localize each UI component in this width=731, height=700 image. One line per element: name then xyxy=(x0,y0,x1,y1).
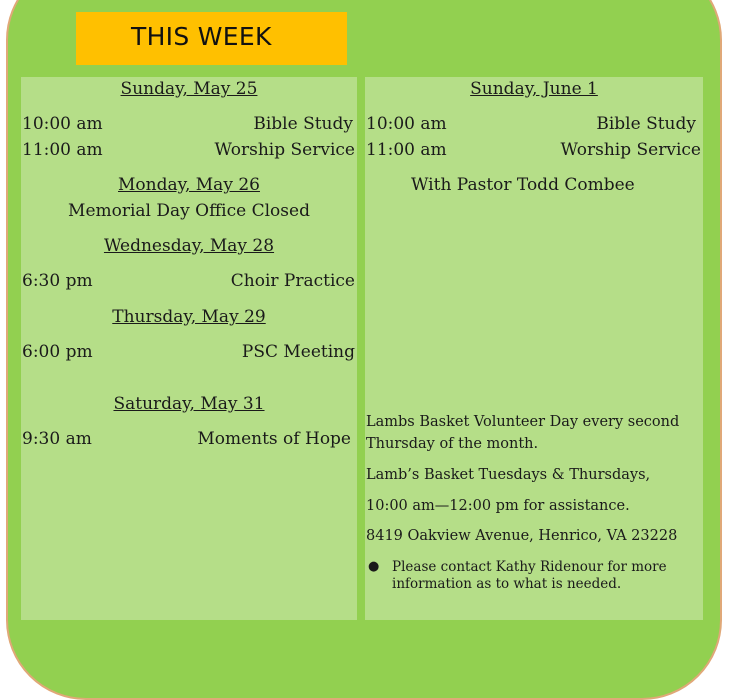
lambs-basket-text: Lambs Basket Volunteer Day every second xyxy=(366,414,680,430)
office-closed-note: Memorial Day Office Closed xyxy=(68,201,310,221)
bullet-icon: ● xyxy=(368,559,380,574)
event-title: Moments of Hope xyxy=(197,429,351,449)
lambs-basket-text: Thursday of the month. xyxy=(366,436,539,452)
event-time: 10:00 am xyxy=(366,114,447,134)
event-title: Bible Study xyxy=(253,114,353,134)
event-time: 6:30 pm xyxy=(22,271,93,291)
day-heading-thursday-may-29: Thursday, May 29 xyxy=(112,307,266,327)
event-time: 11:00 am xyxy=(22,140,103,160)
day-heading-wednesday-may-28: Wednesday, May 28 xyxy=(103,236,275,256)
event-time: 10:00 am xyxy=(22,114,103,134)
lambs-basket-hours: 10:00 am—12:00 pm for assistance. xyxy=(366,498,630,514)
contact-text: information as to what is needed. xyxy=(392,576,622,592)
event-title: Choir Practice xyxy=(230,271,355,291)
contact-bullet xyxy=(366,559,696,599)
day-heading-sunday-june-1: Sunday, June 1 xyxy=(470,79,598,99)
day-heading-sunday-may-25: Sunday, May 25 xyxy=(120,79,258,99)
event-title: Worship Service xyxy=(214,140,355,160)
lambs-basket-address: 8419 Oakview Avenue, Henrico, VA 23228 xyxy=(366,528,678,544)
event-title: PSC Meeting xyxy=(241,342,355,362)
event-time: 11:00 am xyxy=(366,140,447,160)
lambs-basket-hours: Lamb’s Basket Tuesdays & Thursdays, xyxy=(366,467,651,483)
pastor-note: With Pastor Todd Combee xyxy=(411,175,635,195)
day-heading-saturday-may-31: Saturday, May 31 xyxy=(113,394,265,414)
page-title: THIS WEEK xyxy=(76,12,347,65)
event-time: 6:00 pm xyxy=(22,342,93,362)
event-title: Bible Study xyxy=(596,114,696,134)
contact-text: Please contact Kathy Ridenour for more xyxy=(392,559,667,575)
event-time: 9:30 am xyxy=(22,429,92,449)
day-heading-monday-may-26: Monday, May 26 xyxy=(118,175,260,195)
event-title: Worship Service xyxy=(560,140,701,160)
